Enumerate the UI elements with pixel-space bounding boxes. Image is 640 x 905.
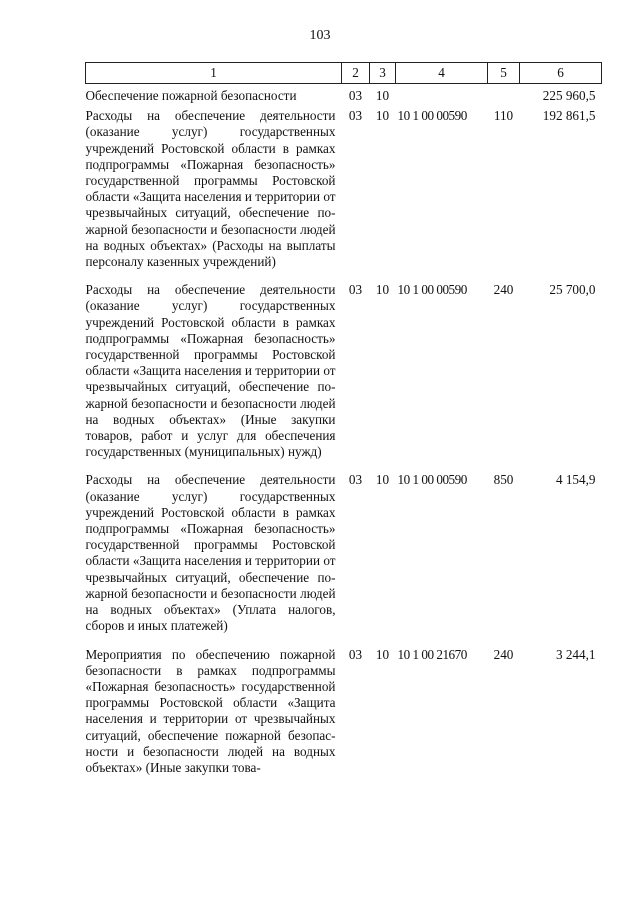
row-spacer bbox=[86, 270, 602, 282]
row-amount: 192 861,5 bbox=[542, 108, 596, 124]
row-target-article bbox=[396, 84, 488, 109]
budget-table bbox=[85, 62, 602, 776]
row-amount: 25 700,0 bbox=[549, 282, 596, 298]
header-col-4: 4 bbox=[396, 63, 488, 84]
row-section: 03 bbox=[348, 88, 363, 103]
row-amount: 3 244,1 bbox=[555, 646, 596, 662]
header-col-3: 3 bbox=[370, 63, 396, 84]
header-col-6: 6 bbox=[520, 63, 602, 84]
row-description: Расходы на обеспечение деятельности (оказание услуг) государственных учреждений Ростовской области в рамках подпрограммы «Пожарная безопасность» государственной программы Ростовской области «Защита населения и территории от чрезвычайных ситуаций, обеспечение пожарной безопасности и безопасности людей на водных объектах» (Уплата налогов, сборов и иных платежей) bbox=[85, 472, 336, 634]
row-target-article: 10 1 00 00590 bbox=[397, 472, 467, 488]
row-subsection: 10 bbox=[375, 88, 390, 103]
row-expense-type bbox=[488, 84, 520, 109]
table-row bbox=[86, 282, 602, 460]
row-spacer bbox=[86, 635, 602, 647]
row-expense-type: 850 bbox=[493, 472, 514, 488]
row-section: 03 bbox=[348, 472, 363, 488]
table-row bbox=[86, 647, 602, 777]
row-description: Расходы на обеспечение деятельности (оказание услуг) государственных учреждений Ростовской области в рамках подпрограммы «Пожарная безопасность» государственной программы Ростовской области «Защита населения и территории от чрезвычайных ситуаций, обеспечение пожарной безопасности и безопасности людей на водных объектах» (Расходы на выплаты персоналу казенных учреждений) bbox=[85, 108, 336, 270]
row-expense-type: 240 bbox=[493, 282, 514, 298]
row-section: 03 bbox=[348, 108, 363, 124]
header-col-5: 5 bbox=[488, 63, 520, 84]
row-subsection: 10 bbox=[375, 472, 390, 488]
row-expense-type: 110 bbox=[493, 108, 514, 124]
row-subsection: 10 bbox=[375, 646, 390, 662]
row-target-article: 10 1 00 00590 bbox=[397, 108, 467, 124]
page-number: 103 bbox=[309, 28, 331, 43]
row-section: 03 bbox=[348, 282, 363, 298]
row-description: Обеспечение пожарной безопасности bbox=[85, 88, 297, 103]
row-target-article: 10 1 00 00590 bbox=[397, 282, 467, 298]
row-target-article: 10 1 00 21670 bbox=[397, 646, 467, 662]
row-section: 03 bbox=[348, 646, 363, 662]
table-row bbox=[86, 108, 602, 270]
header-col-1: 1 bbox=[86, 63, 342, 84]
table-row bbox=[86, 472, 602, 634]
row-spacer bbox=[86, 460, 602, 472]
table-row bbox=[86, 84, 602, 109]
row-expense-type: 240 bbox=[493, 646, 514, 662]
row-amount: 225 960,5 bbox=[542, 88, 596, 103]
header-row bbox=[86, 63, 602, 84]
row-description: Расходы на обеспечение деятельности (оказание услуг) государственных учреждений Ростовской области в рамках подпрограммы «Пожарная безопасность» государственной программы Ростовской области «Защита населения и территории от чрезвычайных ситуаций, обеспечение пожарной безопасности и безопасности людей на водных объектах» (Иные закупки товаров, работ и услуг для обеспечения государственных (муниципальных) нужд) bbox=[85, 282, 336, 460]
row-subsection: 10 bbox=[375, 282, 390, 298]
row-amount: 4 154,9 bbox=[555, 472, 596, 488]
row-description: Мероприятия по обеспечению пожарной безопасности в рамках подпрограммы «Пожарная безопасность» государственной программы Ростовской области «Защита населения и территории от чрезвычайных ситуаций, обеспечение пожарной безопасности и безопасности людей на водных объектах» (Иные закупки това- bbox=[85, 646, 336, 775]
row-subsection: 10 bbox=[375, 108, 390, 124]
header-col-2: 2 bbox=[342, 63, 370, 84]
